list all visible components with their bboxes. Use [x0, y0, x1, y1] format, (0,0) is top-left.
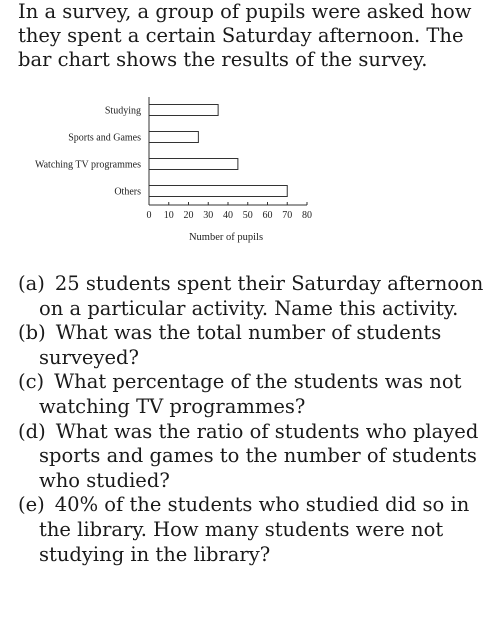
question-text: 40% of the students who studied did so in the library. How many students were not studying in the library?	[39, 493, 470, 566]
question-text: What was the total number of students surveyed?	[39, 321, 442, 369]
question-item	[18, 370, 488, 419]
category-labels	[35, 106, 141, 198]
question-label: (e)	[18, 493, 45, 517]
x-tick-label: 30	[203, 210, 214, 221]
x-tick-label: 0	[146, 210, 152, 221]
bars	[149, 105, 287, 197]
x-tick-label: 60	[262, 210, 273, 221]
bar	[149, 159, 238, 170]
question-label: (b)	[18, 321, 46, 345]
question-text: What percentage of the students was not watching TV programmes?	[39, 370, 462, 418]
question-label: (d)	[18, 419, 46, 443]
x-tick-label: 20	[183, 210, 194, 221]
question-label: (a)	[18, 272, 45, 295]
category-label: Others	[114, 186, 141, 198]
question-label: (c)	[18, 370, 45, 394]
question-item	[18, 493, 488, 567]
x-axis-label: Number of pupils	[188, 232, 264, 243]
question-text: What was the ratio of students who played sports and games to the number of students who studied?	[39, 419, 479, 492]
bar-chart	[0, 92, 330, 252]
category-label: Sports and Games	[68, 132, 141, 144]
question-text: 25 students spent their Saturday afternoon on a particular activity. Name this activity.	[39, 272, 484, 320]
question-item	[18, 321, 488, 370]
x-tick-label: 70	[282, 210, 293, 221]
category-label: Studying	[104, 105, 141, 117]
question-item	[18, 272, 488, 321]
x-tick-label: 80	[302, 210, 312, 221]
question-list	[18, 272, 488, 567]
bar	[149, 132, 198, 143]
x-tick-label: 10	[163, 210, 174, 221]
category-label: Watching TV programmes	[34, 159, 141, 171]
intro-text: In a survey, a group of pupils were asked how they spent a certain Saturday afternoon. The bar chart shows the results of the survey.	[18, 0, 472, 71]
question-item	[18, 420, 488, 494]
x-tick-label: 40	[223, 210, 233, 221]
bar	[149, 186, 287, 197]
x-tick-label: 50	[242, 210, 253, 221]
bar	[149, 105, 218, 116]
